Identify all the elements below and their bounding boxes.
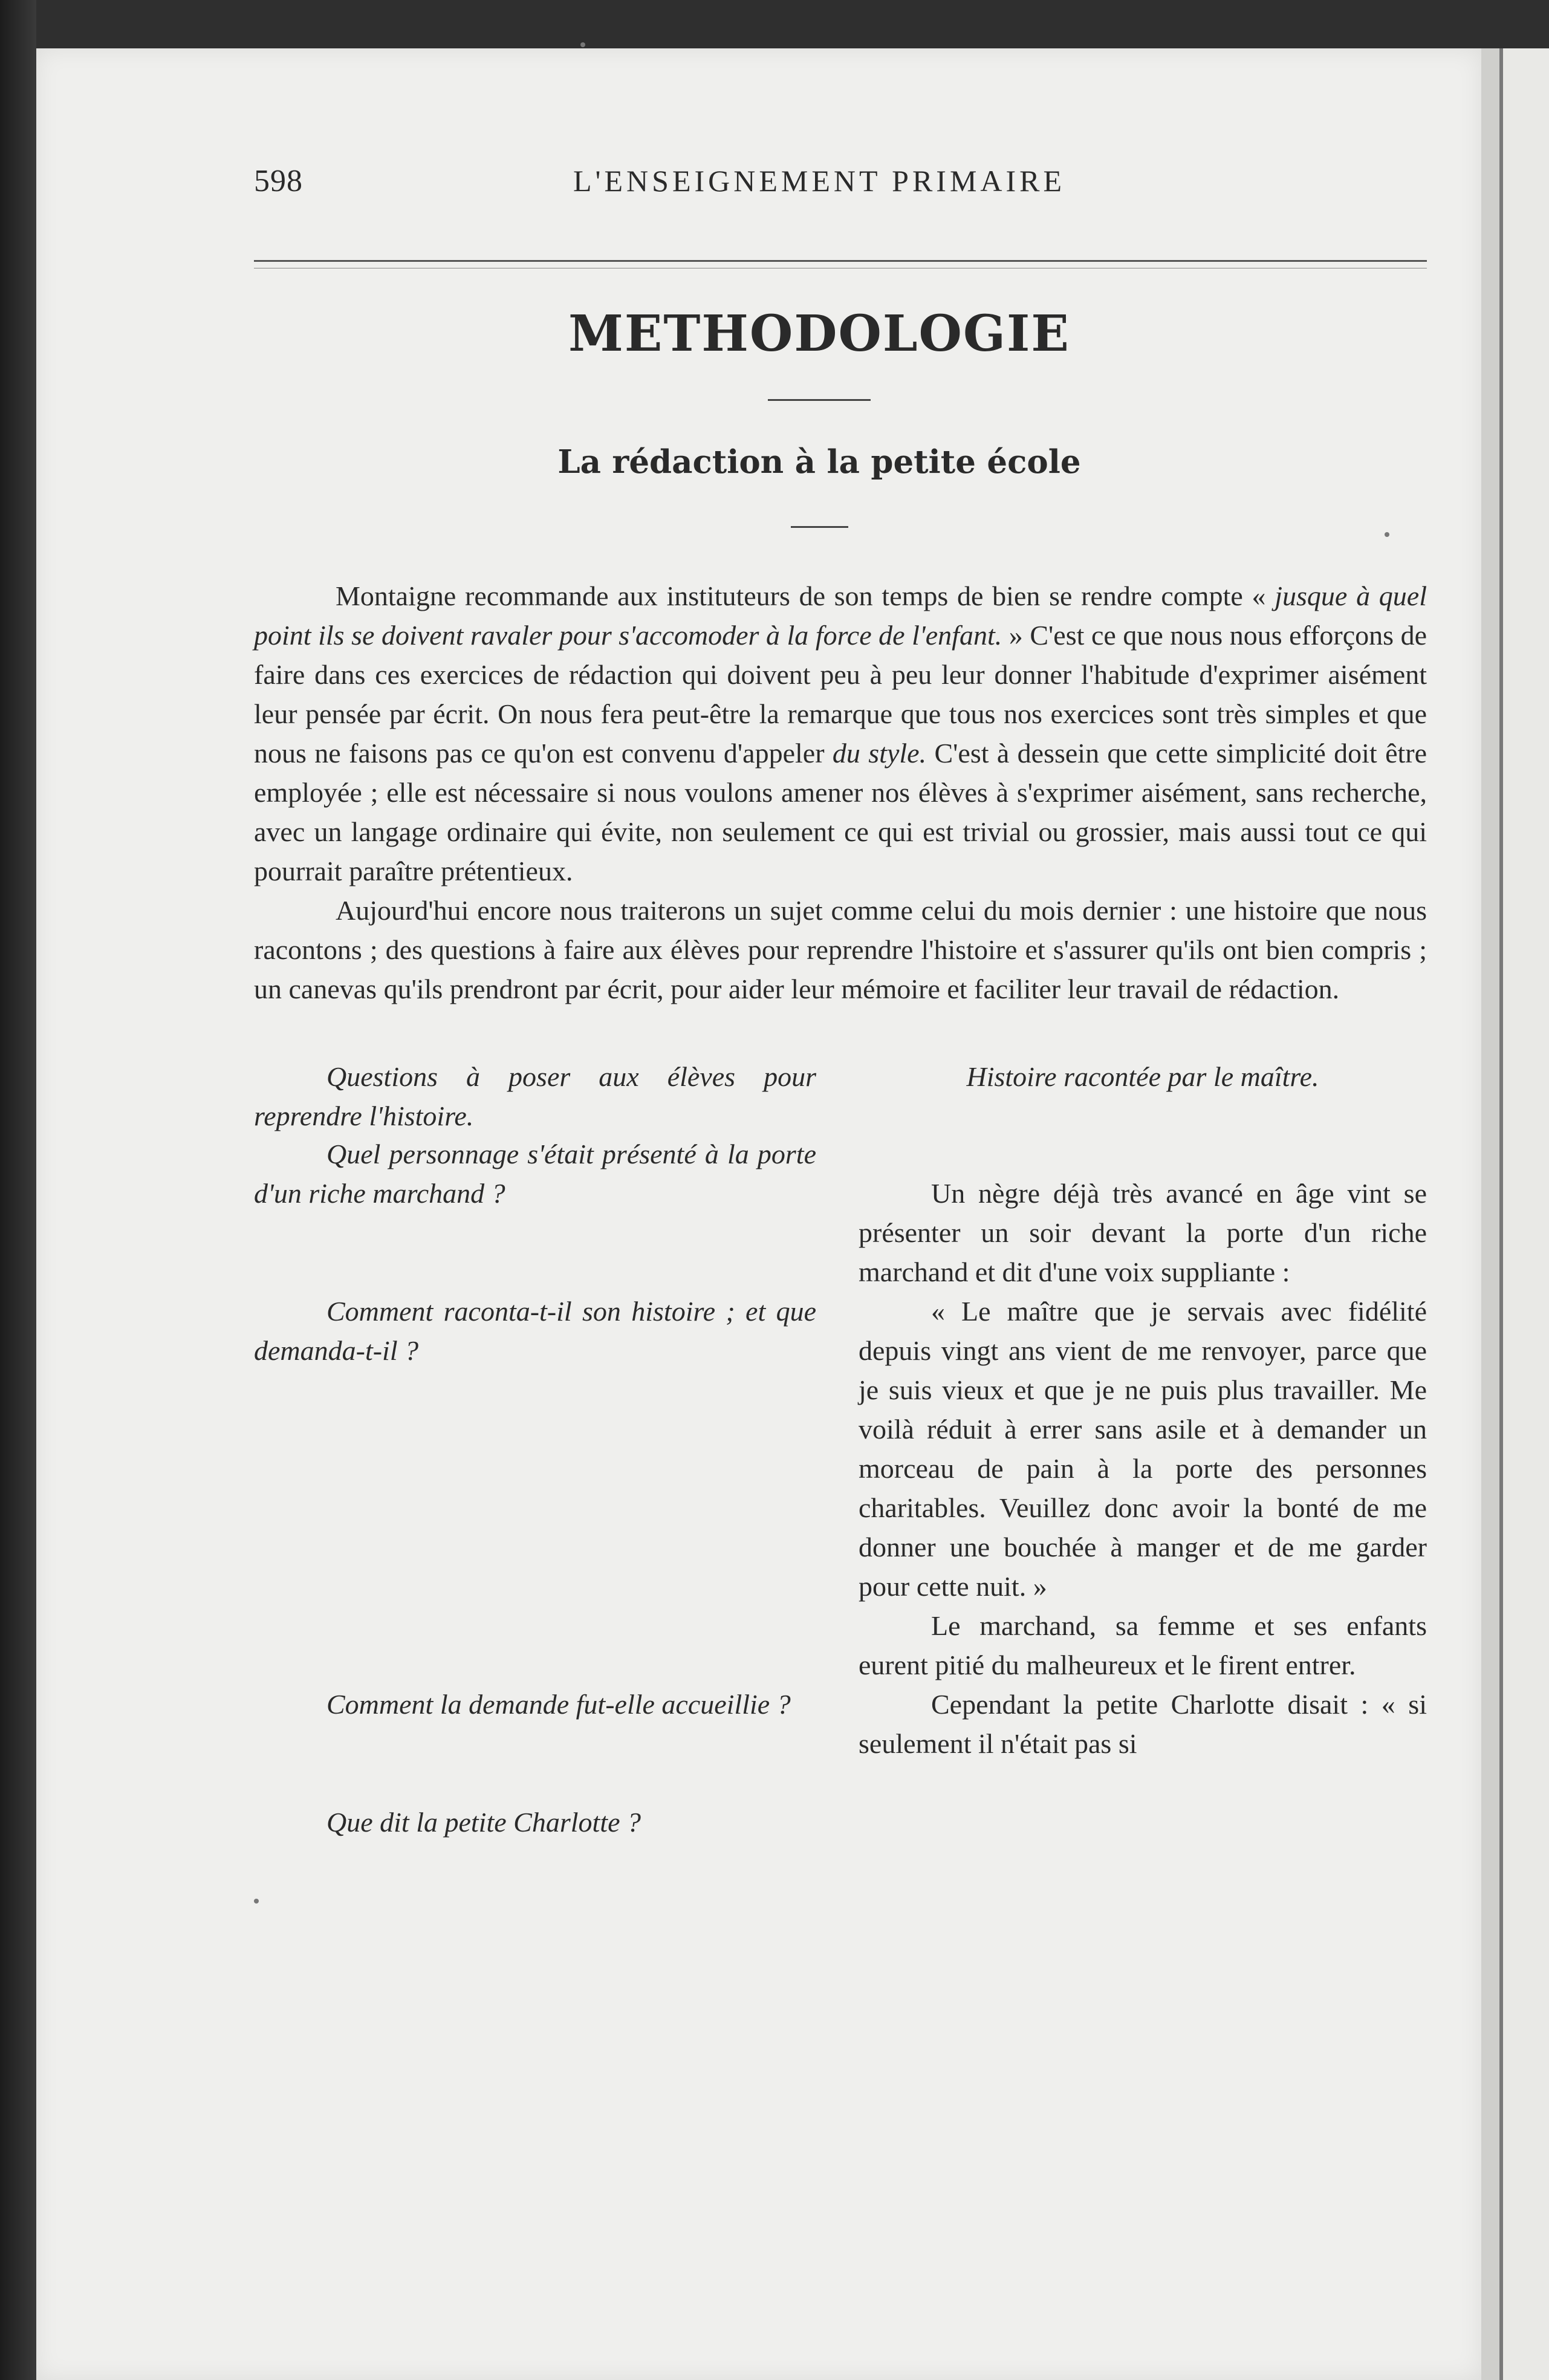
questions-heading: Questions à poser aux élèves pour reprendre l'histoire. <box>254 1061 816 1131</box>
question-3: Comment la demande fut-elle accueillie ? <box>326 1689 791 1720</box>
story-paragraph-3: Le marchand, sa femme et ses enfants eurent pitié du malheureux et le firent entrer. <box>859 1610 1427 1680</box>
dust-speck <box>580 42 585 47</box>
next-page-strip <box>1481 48 1499 2380</box>
two-column-section <box>254 1057 1427 1940</box>
story-paragraph-1: Un nègre déjà très avancé en âge vint se présenter un soir devant la porte d'un riche marchand et dit d'une voix suppliante : <box>859 1178 1427 1287</box>
article-subtitle: La rédaction à la petite école <box>557 443 1081 481</box>
page-content <box>212 163 1427 1940</box>
running-title: L'ENSEIGNEMENT PRIMAIRE <box>573 164 1066 198</box>
question-1: Quel personnage s'était présenté à la porte d'un riche marchand ? <box>254 1139 816 1209</box>
intro-paragraph-2: Aujourd'hui encore nous traiterons un sujet comme celui du mois dernier : une histoire que nous racontons ; des questions à faire aux élèves pour reprendre l'histoire et s'assurer qu'ils ont bien compris ; un canevas qu'ils prendront par écrit, pour aider leur mémoire et faciliter leur travail de rédaction. <box>254 895 1427 1004</box>
intro-style-italic: du style. <box>832 738 927 769</box>
scan-left-edge <box>0 0 36 2380</box>
scan-top-edge <box>0 0 1549 48</box>
question-4: Que dit la petite Charlotte ? <box>326 1807 641 1838</box>
story-heading: Histoire racontée par le maître. <box>966 1061 1319 1092</box>
questions-column <box>254 1057 816 1940</box>
intro-text-run: Montaigne recommande aux instituteurs de son temps de bien se rendre compte « <box>336 580 1275 611</box>
intro-paragraph-1 <box>254 576 1427 891</box>
intro-text-run: » C'est ce que nous nous efforçons de faire dans ces exercices de rédaction qui doivent peu à peu leur donner l'habitude d'exprimer aisément leur pensée par écrit. On nous fera peut-être la remarque que tous nos exercices sont très simples et que nous ne faisons pas ce qu'on est convenu d'appeler <box>254 620 1427 769</box>
title-rule <box>768 399 871 401</box>
story-column <box>859 1057 1427 1763</box>
question-2: Comment raconta-t-il son histoire ; et que demanda-t-il ? <box>254 1296 816 1366</box>
story-paragraph-2: « Le maître que je servais avec fidélité depuis vingt ans vient de me renvoyer, parce que je suis vieux et que je ne puis plus travailler. Me voilà réduit à errer sans asile et à demander un morceau de pain à la porte des personnes charitables. Veuillez donc avoir la bonté de me donner une bouchée à manger et de me garder pour cette nuit. » <box>859 1296 1427 1602</box>
running-head <box>212 163 1427 218</box>
subtitle-rule <box>791 526 848 528</box>
intro-text <box>254 576 1427 1009</box>
header-double-rule <box>254 260 1427 268</box>
page-number: 598 <box>254 164 303 198</box>
next-page-edge <box>1499 48 1549 2380</box>
section-title: METHODOLOGIE <box>568 305 1070 363</box>
intro-text-run: C'est à dessein que cette simplicité doit être employée ; elle est nécessaire si nous voulons amener nos élèves à s'exprimer aisément, sans recherche, avec un langage ordinaire qui évite, non seulement ce qui est trivial ou grossier, mais aussi tout ce qui pourrait paraître prétentieux. <box>254 738 1427 886</box>
story-text <box>859 1174 1427 1763</box>
intro-quote-italic: jusque à quel point ils se doivent ravaler pour s'accomoder à la force de l'enfant. <box>254 580 1427 651</box>
story-paragraph-4: Cependant la petite Charlotte disait : « si seulement il n'était pas si <box>859 1689 1427 1759</box>
